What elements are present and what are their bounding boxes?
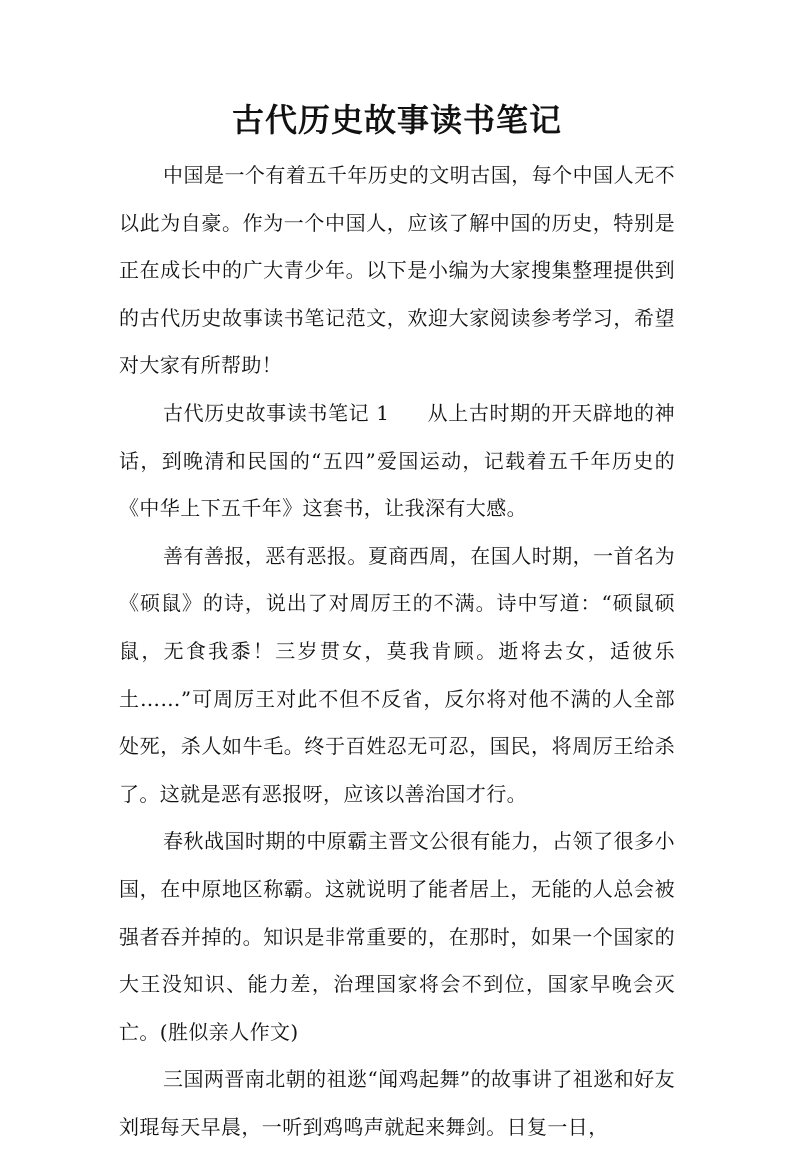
paragraph-xia-shang-zhou: 善有善报，恶有恶报。夏商西周，在国人时期，一首名为《硕鼠》的诗，说出了对周厉王的不满。诗中写道：“硕鼠硕鼠，无食我黍！三岁贯女，莫我肯顾。逝将去女，适彼乐土……”可周厉王对此不但不反省，反尔将对他不满的人全部处死，杀人如牛毛。终于百姓忍无可忍，国民，将周厉王给杀了。这就是恶有恶报呀，应该以善治国才行。 bbox=[119, 543, 675, 806]
paragraph-sanguo: 三国两晋南北朝的祖逖“闻鸡起舞”的故事讲了祖逖和好友刘琨每天早晨，一听到鸡鸣声就起来舞剑。日复一日， bbox=[119, 1067, 675, 1139]
document-title: 古代历史故事读书笔记 bbox=[231, 101, 562, 139]
note-heading: 古代历史故事读书笔记 1 bbox=[163, 400, 390, 425]
paragraph-intro: 中国是一个有着五千年历史的文明古国，每个中国人无不以此为自豪。作为一个中国人，应该了解中国的历史，特别是正在成长中的广大青少年。以下是小编为大家搜集整理提供到的古代历史故事读书笔记范文，欢迎大家阅读参考学习，希望对大家有所帮助！ bbox=[119, 163, 675, 378]
paragraph-note-1 bbox=[119, 390, 675, 533]
paragraph-chunqiu: 春秋战国时期的中原霸主晋文公很有能力，占领了很多小国，在中原地区称霸。这就说明了能者居上，无能的人总会被强者吞并掉的。知识是非常重要的，在那时，如果一个国家的大王没知识、能力差，治理国家将会不到位，国家早晚会灭亡。(胜似亲人作文) bbox=[119, 829, 675, 1044]
document-body bbox=[119, 152, 675, 1151]
note-1-text: 从上古时期的开天辟地的神话，到晚清和民国的“五四”爱国运动，记载着五千年历史的《中华上下五千年》这套书，让我深有大感。 bbox=[119, 400, 675, 521]
